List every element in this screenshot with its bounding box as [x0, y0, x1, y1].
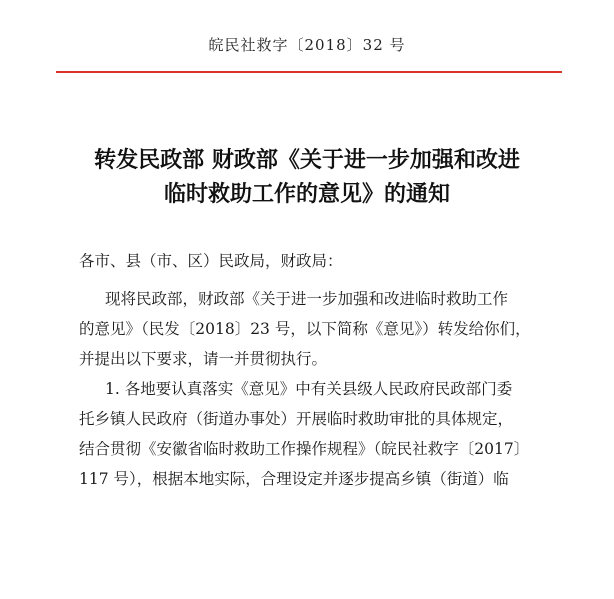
paragraph-line: 的意见》（民发〔2018〕23 号，以下简称《意见》）转发给你们，: [79, 320, 531, 338]
title-line-2: 临时救助工作的意见》的通知: [163, 181, 450, 207]
document-title: [0, 143, 614, 211]
paragraph-line: 现将民政部，财政部《关于进一步加强和改进临时救助工作: [105, 290, 509, 308]
paragraph-line: 并提出以下要求，请一并贯彻执行。: [79, 350, 328, 368]
paragraph-line: 117 号），根据本地实际，合理设定并逐步提高乡镇（街道）临: [79, 470, 509, 488]
red-header-rule: [56, 71, 562, 73]
paragraph-line: 1. 各地要认真落实《意见》中有关县级人民政府民政部门委: [105, 380, 513, 398]
document-number: 皖民社救字〔2018〕32 号: [208, 36, 406, 54]
paragraph-line: 结合贯彻《安徽省临时救助工作操作规程》（皖民社救字〔2017〕: [79, 440, 530, 458]
paragraph-line: 托乡镇人民政府（街道办事处）开展临时救助审批的具体规定，: [79, 410, 514, 428]
addressee: 各市、县（市、区）民政局，财政局：: [79, 252, 343, 270]
title-line-1: 转发民政部 财政部《关于进一步加强和改进: [94, 147, 520, 173]
body-paragraphs: [79, 284, 559, 494]
